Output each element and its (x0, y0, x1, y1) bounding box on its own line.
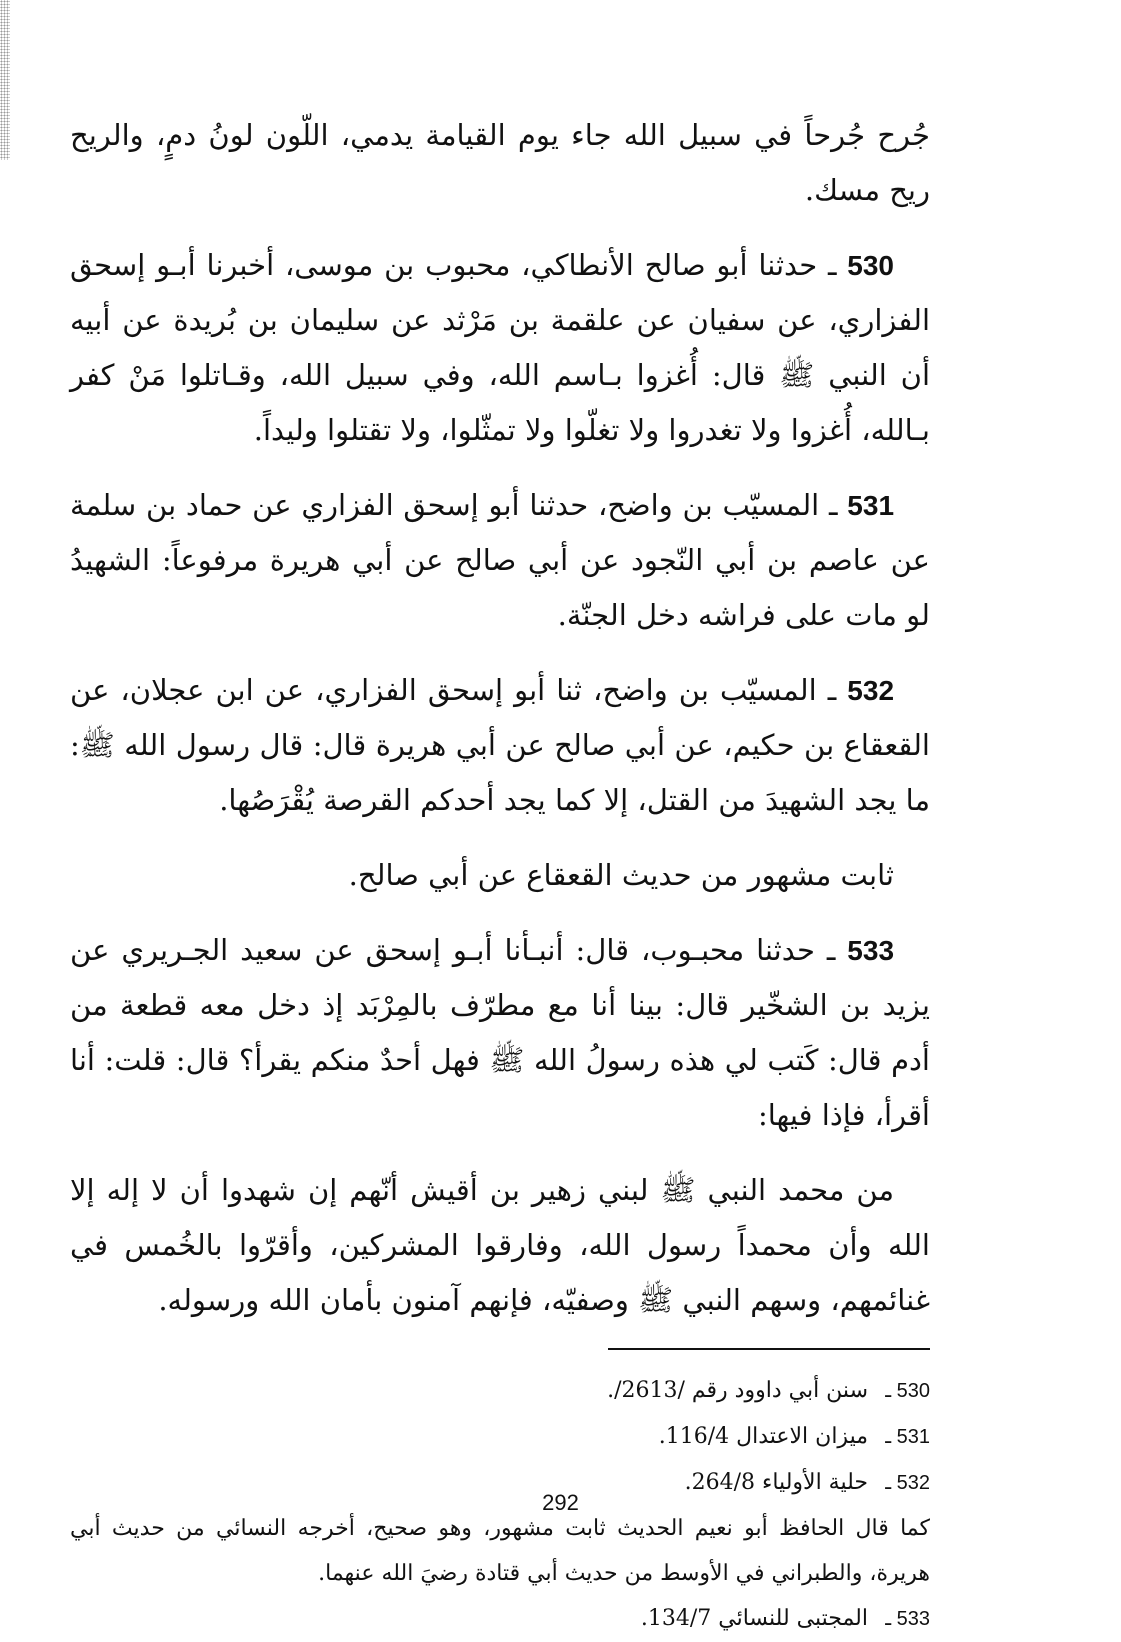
footnote-531 (70, 1414, 930, 1460)
hadith-532 (70, 663, 930, 828)
hadith-text: ـ حدثنا محبـوب، قال: أنبـأنا أبـو إسحق عن سعيد الجـريري عن يزيد بن الشخّير قال: بينا أنا مع مطرّف بالمِرْبَد إذ دخل معه قطعة من أدم قال: كَتب لي هذه رسولُ الله ﷺ فهل أحدٌ منكم يقرأ؟ قال: قلت: أنا أقرأ، فإذا فيها: (70, 933, 930, 1132)
footnote-text: حلية الأولياء 264/8. (684, 1470, 868, 1495)
hadith-text: ـ حدثنا أبو صالح الأنطاكي، محبوب بن موسى، أخبرنا أبـو إسحق الفزاري، عن سفيان عن علقمة بن مَرْثد عن سليمان بن بُريدة عن أبيه أن النبي ﷺ قال: أُغزوا بـاسم الله، وفي سبيل الله، وقـاتلوا مَنْ كفر بـالله، أُغزوا ولا تغدروا ولا تغلّوا ولا تمثّلوا، ولا تقتلوا وليداً. (70, 248, 930, 447)
hadith-text: ـ المسيّب بن واضح، حدثنا أبو إسحق الفزاري عن حماد بن سلمة عن عاصم بن أبي النّجود عن أبي صالح عن أبي هريرة مرفوعاً: الشهيدُ لو مات على فراشه دخل الجنّة. (70, 488, 930, 632)
footnote-532-comment: كما قال الحافظ أبو نعيم الحديث ثابت مشهور، وهو صحيح، أخرجه النسائي من حديث أبي هريرة، والطبراني في الأوسط من حديث أبي قتادة رضيَ الله عنهما. (70, 1516, 930, 1586)
footnote-533 (70, 1596, 930, 1642)
footnote-530 (70, 1368, 930, 1414)
hadith-531 (70, 478, 930, 643)
hadith-number: 530 (847, 250, 894, 281)
hadith-533 (70, 923, 930, 1143)
footnote-text: ميزان الاعتدال 116/4. (658, 1424, 868, 1449)
footnote-text: سنن أبي داوود رقم /2613/. (607, 1378, 868, 1403)
footnote-text: المجتبى للنسائي 134/7. (640, 1606, 868, 1631)
scan-edge-texture (0, 0, 10, 160)
book-page (70, 108, 930, 1642)
footnote-divider (608, 1348, 930, 1350)
footnote-number: 532 ـ (885, 1472, 930, 1494)
page-number: 292 (542, 1490, 579, 1515)
hadith-number: 532 (847, 675, 895, 706)
hadith-text: ـ المسيّب بن واضح، ثنا أبو إسحق الفزاري، عن ابن عجلان، عن القعقاع بن حكيم، عن أبي صالح عن أبي هريرة قال: قال رسول الله ﷺ: ما يجد الشهيدَ من القتل، إلا كما يجد أحدكم القرصة يُقْرَصُها. (70, 673, 930, 817)
footnote-number: 531 ـ (885, 1426, 930, 1448)
hadith-532-comment: ثابت مشهور من حديث القعقاع عن أبي صالح. (348, 858, 894, 892)
footnote-number: 530 ـ (885, 1380, 930, 1402)
hadith-number: 533 (847, 935, 895, 966)
hadith-number: 531 (847, 490, 895, 521)
letter-text: من محمد النبي ﷺ لبني زهير بن أقيش أنّهم إن شهدوا أن لا إله إلا الله وأن محمداً رسول الله، وفارقوا المشركين، وأقرّوا بالخُمس في غنائمهم، وسهم النبي ﷺ وصفيّه، فإنهم آمنون بأمان الله ورسوله. (70, 1173, 930, 1317)
footnote-number: 533 ـ (885, 1608, 930, 1630)
hadith-530 (70, 238, 930, 458)
continuation-paragraph: جُرح جُرحاً في سبيل الله جاء يوم القيامة يدمي، اللّون لونُ دمٍ، والريح ريح مسك. (70, 118, 930, 207)
